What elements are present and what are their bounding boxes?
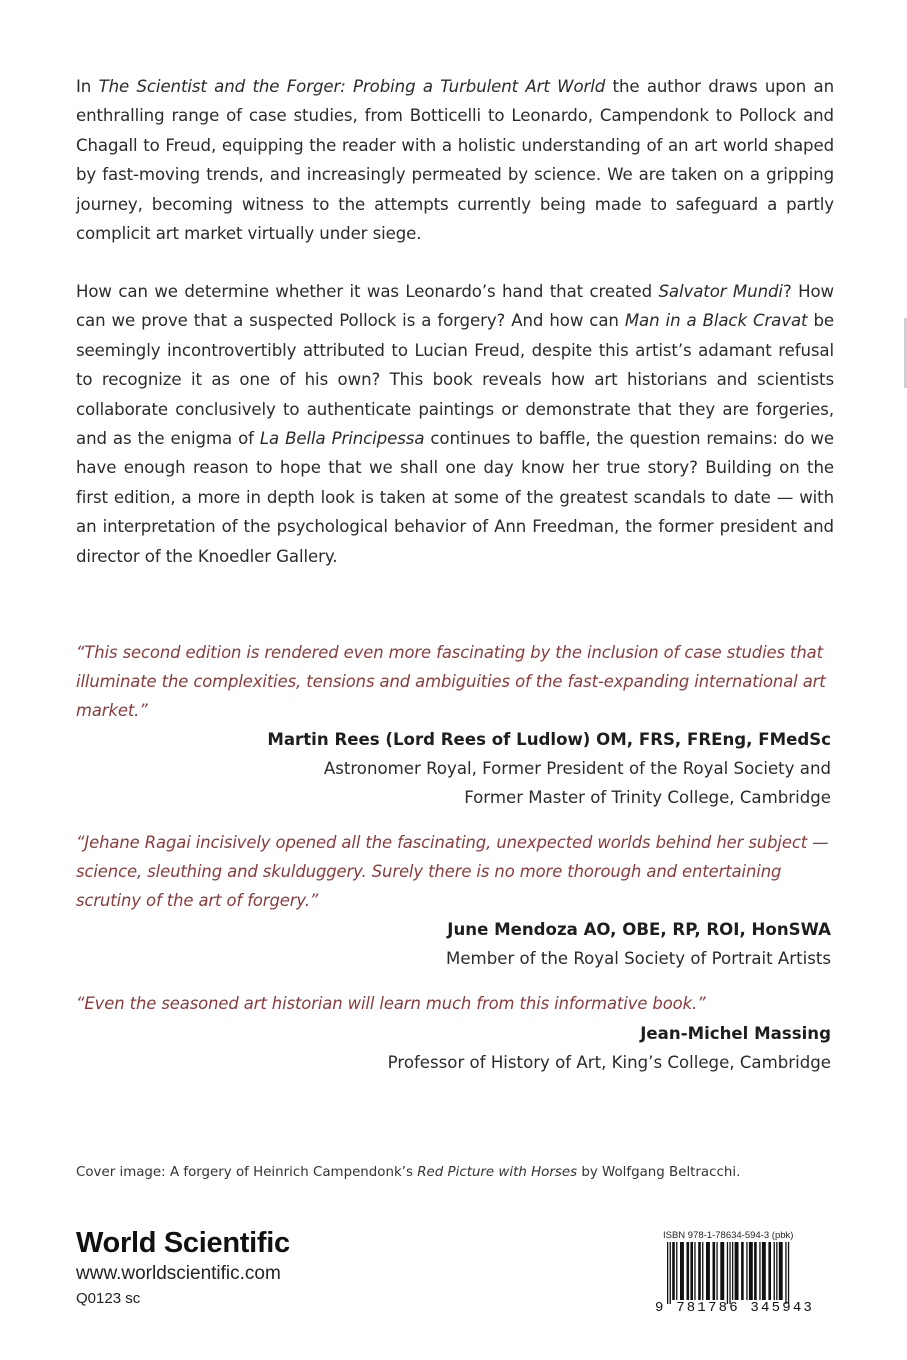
barcode-bar bbox=[680, 1242, 684, 1300]
para1-rest: the author draws upon an enthralling range of case studies, from Botticelli to Leonardo, Campendonk to Pollock and Chagall to Freud, equipping the reader with a holistic understanding of an art world shaped by fast-moving trends, and increasingly permeated by science. We are taken on a gripping journey, becoming witness to the attempts currently being made to safeguard a partly complicit art market virtually under siege. bbox=[76, 77, 834, 244]
para2-part4: continues to baffle, the question remains: do we have enough reason to hope that we shall one day know her true story? Building on the first edition, a more in depth look is taken at some of the greatest scandals to date — with an interpretation of the psychological behavior of Ann Freedman, the former president and director of the Knoedler Gallery. bbox=[76, 429, 834, 566]
barcode-bar bbox=[702, 1242, 703, 1300]
cover-image-credit bbox=[76, 1163, 740, 1183]
endorsement-attribution-1 bbox=[73, 725, 831, 812]
credit-prefix: Cover image: A forgery of Heinrich Campendonk’s bbox=[76, 1165, 418, 1180]
description-paragraph-2 bbox=[76, 277, 834, 571]
endorser-name: Martin Rees (Lord Rees of Ludlow) OM, FRS, FREng, FMedSc bbox=[267, 730, 831, 749]
barcode-bar bbox=[735, 1242, 739, 1300]
barcode-bar bbox=[788, 1242, 789, 1304]
isbn-barcode-block bbox=[655, 1230, 835, 1326]
barcode-bar bbox=[732, 1242, 733, 1300]
barcode-bar bbox=[774, 1242, 775, 1300]
para2-part1: How can we determine whether it was Leonardo’s hand that created bbox=[76, 282, 659, 301]
barcode-bar bbox=[759, 1242, 760, 1300]
barcode-bar bbox=[713, 1242, 716, 1300]
para2-italic2: Man in a Black Cravat bbox=[624, 311, 808, 331]
barcode-bar bbox=[785, 1242, 786, 1304]
para2-part2: ? How can we prove that a suspected Pollock is a forgery? And how can bbox=[76, 282, 834, 331]
credit-artwork-title: Red Picture with Horses bbox=[417, 1165, 578, 1180]
barcode-bar bbox=[754, 1242, 757, 1300]
endorsement-attribution-2 bbox=[73, 915, 831, 973]
para2-italic3: La Bella Principessa bbox=[259, 429, 425, 449]
barcode-digits: 9 781786 345943 bbox=[655, 1300, 815, 1316]
endorser-role: Former Master of Trinity College, Cambridge bbox=[464, 788, 831, 807]
barcode-bar bbox=[720, 1242, 724, 1300]
endorser-role: Member of the Royal Society of Portrait Artists bbox=[446, 949, 831, 968]
barcode-bar bbox=[667, 1242, 668, 1304]
barcode-bar bbox=[672, 1242, 675, 1300]
endorsement-quote-3: “Even the seasoned art historian will learn much from this informative book.” bbox=[76, 994, 706, 1013]
para2-part3: be seemingly incontrovertibly attributed to Lucian Freud, despite this artist’s adamant refusal to recognize it as one of his own? This book reveals how art historians and scientists collaborate conclusively to authenticate paintings or demonstrate that they are forgeries, and as the enigma of bbox=[76, 311, 835, 449]
barcode-bar bbox=[749, 1242, 753, 1300]
barcode-bar bbox=[746, 1242, 747, 1300]
product-code: Q0123 sc bbox=[76, 1290, 141, 1307]
book-title: The Scientist and the Forger: Probing a Turbulent Art World bbox=[98, 77, 606, 96]
barcode-bar bbox=[727, 1242, 728, 1304]
endorser-role: Astronomer Royal, Former President of the Royal Society and bbox=[323, 759, 831, 778]
endorser-name: Jean-Michel Massing bbox=[640, 1024, 831, 1043]
credit-suffix: by Wolfgang Beltracchi. bbox=[577, 1165, 741, 1180]
endorsement-attribution-3 bbox=[73, 1019, 831, 1077]
description-paragraph-1 bbox=[76, 72, 834, 248]
publisher-block bbox=[76, 1225, 290, 1311]
barcode-bar bbox=[741, 1242, 744, 1300]
isbn-label: ISBN 978-1-78634-594-3 (pbk) bbox=[663, 1230, 794, 1241]
barcode-bar bbox=[729, 1242, 730, 1304]
barcode-bar bbox=[670, 1242, 671, 1304]
endorser-name: June Mendoza AO, OBE, RP, ROI, HonSWA bbox=[447, 920, 831, 939]
barcode-bar bbox=[779, 1242, 783, 1300]
publisher-name: World Scientific bbox=[76, 1227, 290, 1259]
publisher-url[interactable]: www.worldscientific.com bbox=[76, 1263, 281, 1284]
endorsement-quote-2: “Jehane Ragai incisively opened all the fascinating, unexpected worlds behind her subject — science, sleuthing and skulduggery. Surely there is no more thorough and entertaining scrutiny of the art of forgery.” bbox=[76, 833, 829, 910]
barcode-bar bbox=[687, 1242, 690, 1300]
endorsement-quote-1: “This second edition is rendered even more fascinating by the inclusion of case studies that illuminate the complexities, tensions and ambiguities of the fast-expanding international art market.” bbox=[76, 643, 826, 720]
endorser-role: Professor of History of Art, King’s College, Cambridge bbox=[387, 1053, 831, 1072]
barcode-icon bbox=[655, 1242, 835, 1304]
barcode-bar bbox=[676, 1242, 677, 1300]
barcode-bar bbox=[698, 1242, 701, 1300]
barcode-bar bbox=[690, 1242, 693, 1300]
barcode-bar bbox=[776, 1242, 777, 1300]
barcode-bar bbox=[768, 1242, 771, 1300]
barcode-bar bbox=[694, 1242, 695, 1300]
barcode-bar bbox=[706, 1242, 710, 1300]
para2-italic1: Salvator Mundi bbox=[658, 282, 783, 301]
barcode-bar bbox=[762, 1242, 766, 1300]
barcode-bar bbox=[716, 1242, 717, 1300]
para1-lead: In bbox=[76, 77, 99, 96]
